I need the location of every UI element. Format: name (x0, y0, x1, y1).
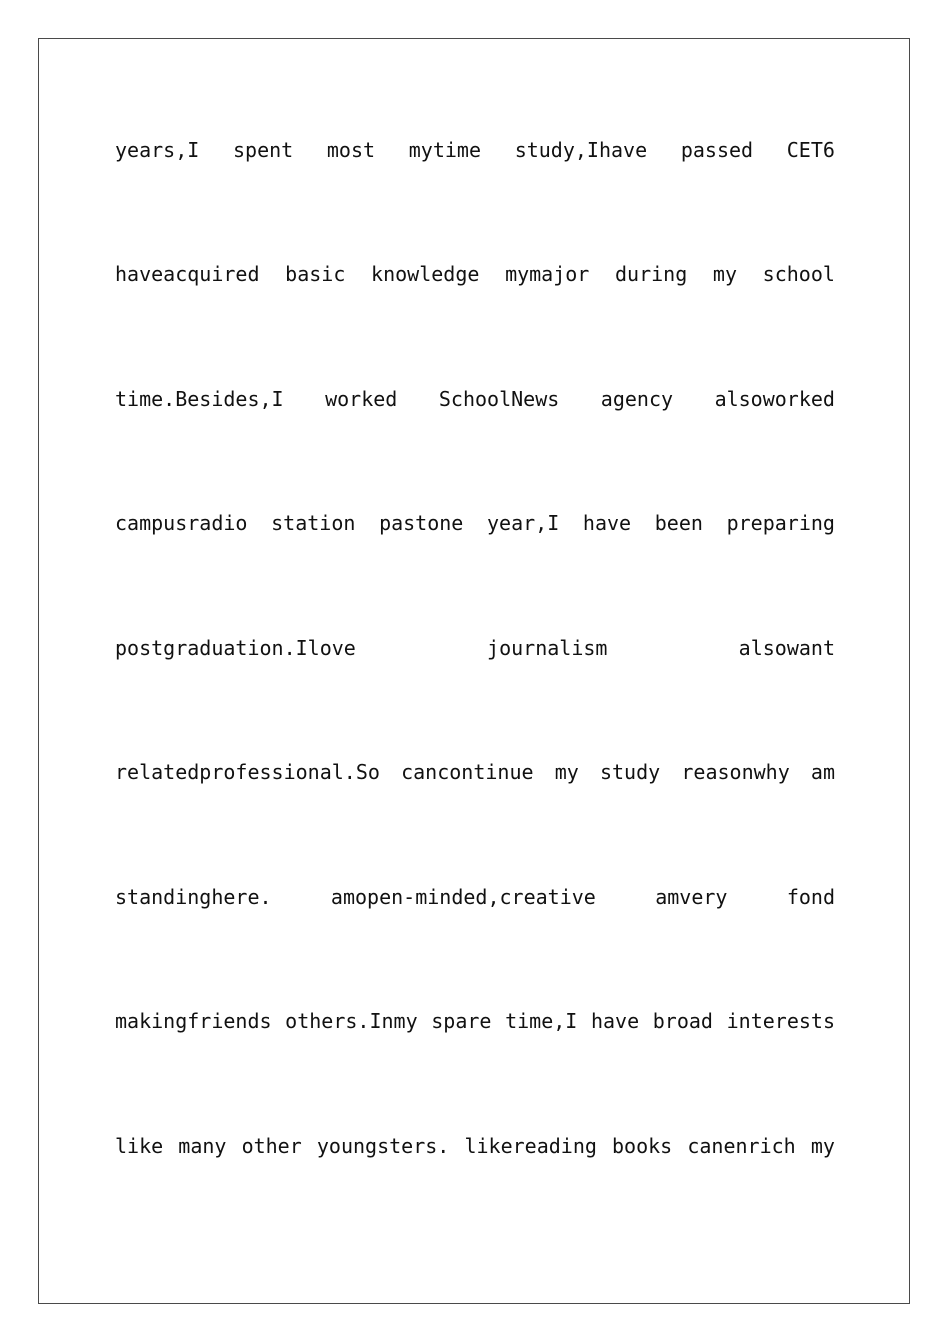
word: canenrich (687, 1134, 796, 1158)
word: my (712, 262, 738, 286)
word: amopen-minded,creative (330, 885, 596, 909)
word: like (115, 1134, 164, 1158)
text-line (115, 387, 835, 411)
text-line (115, 885, 835, 909)
word: during (615, 262, 688, 286)
word: basic (285, 262, 346, 286)
word: year,I (487, 511, 560, 535)
text-line (115, 760, 835, 784)
word: amvery (655, 885, 728, 909)
text-line (115, 511, 835, 535)
word: postgraduation.Ilove (115, 636, 356, 660)
word: pastone (379, 511, 464, 535)
word: agency (600, 387, 674, 411)
word: other (241, 1134, 302, 1158)
word: mytime (408, 138, 481, 162)
word: journalism (487, 636, 608, 660)
word: standinghere. (115, 885, 272, 909)
word: time.Besides,I (115, 387, 284, 411)
word: have (590, 1009, 640, 1033)
word: study,Ihave (514, 138, 648, 162)
word: youngsters. (316, 1134, 450, 1158)
word: spare (431, 1009, 492, 1033)
word: station (271, 511, 356, 535)
word: many (178, 1134, 227, 1158)
word: been (654, 511, 703, 535)
word: relatedprofessional.So (115, 760, 380, 784)
word: alsoworked (714, 387, 835, 411)
word: study (599, 760, 661, 784)
word: CET6 (786, 138, 835, 162)
word: passed (680, 138, 754, 162)
word: alsowant (738, 636, 835, 660)
word: interests (726, 1009, 835, 1033)
word: books (612, 1134, 673, 1158)
document-page (38, 38, 910, 1304)
word: my (810, 1134, 835, 1158)
text-line (115, 138, 835, 162)
text-line (115, 1134, 835, 1158)
word: others.Inmy (285, 1009, 418, 1033)
word: fond (786, 885, 835, 909)
word: cancontinue (401, 760, 534, 784)
word: SchoolNews (438, 387, 560, 411)
word: time,I (505, 1009, 578, 1033)
word: preparing (726, 511, 835, 535)
word: makingfriends (115, 1009, 272, 1033)
word: campusradio (115, 511, 248, 535)
word: my (554, 760, 579, 784)
text-line (115, 1009, 835, 1033)
word: broad (652, 1009, 713, 1033)
word: school (762, 262, 835, 286)
text-line (115, 636, 835, 660)
word: knowledge (371, 262, 480, 286)
word: haveacquired (115, 262, 260, 286)
word: spent (232, 138, 294, 162)
word: reasonwhy (681, 760, 790, 784)
word: mymajor (505, 262, 590, 286)
word: have (582, 511, 632, 535)
word: years,I (115, 138, 200, 162)
text-line (115, 262, 835, 286)
word: most (326, 138, 376, 162)
word: worked (325, 387, 398, 411)
word: am (810, 760, 835, 784)
word: likereading (464, 1134, 597, 1158)
